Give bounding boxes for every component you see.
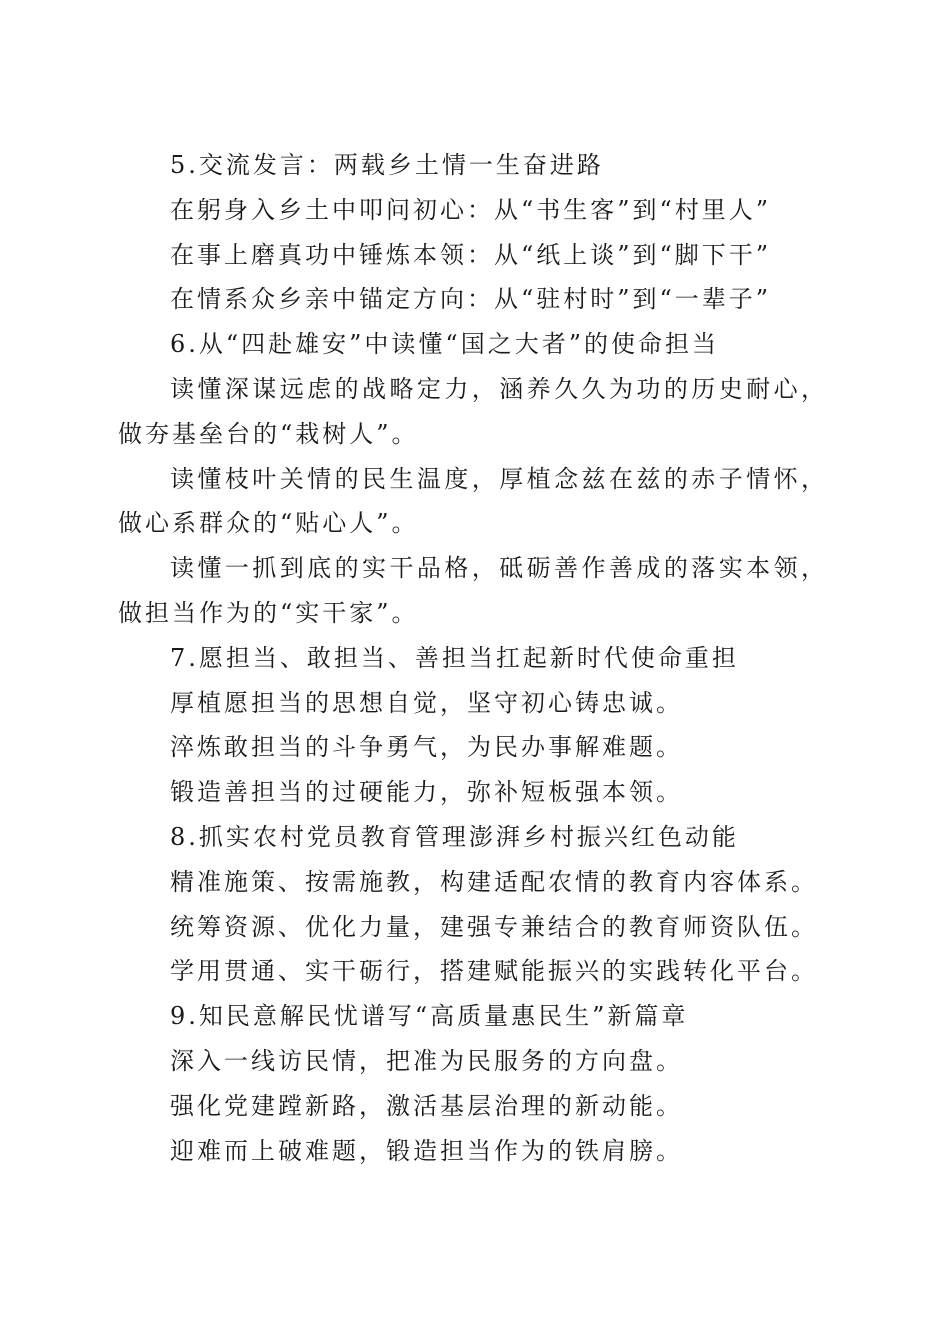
text-line: 在情系众乡亲中锚定方向：从“驻村时”到“一辈子” — [170, 285, 772, 314]
heading-7: 7.愿担当、敢担当、善担当扛起新时代使命重担 — [170, 643, 739, 672]
text-line: 淬炼敢担当的斗争勇气，为民办事解难题。 — [170, 733, 683, 762]
text-line: 深入一线访民情，把准为民服务的方向盘。 — [170, 1046, 683, 1075]
text-line: 精准施策、按需施教，构建适配农情的教育内容体系。 — [170, 867, 818, 896]
text-line: 在事上磨真功中锤炼本领：从“纸上谈”到“脚下干” — [170, 240, 772, 269]
heading-5: 5.交流发言：两载乡土情一生奋进路 — [170, 151, 604, 179]
paragraph: 读懂一抓到底的实干品格，砥砺善作善成的落实本领，做担当作为的“实干家”。 — [118, 554, 828, 627]
heading-8: 8.抓实农村党员教育管理澎湃乡村振兴红色动能 — [170, 822, 739, 851]
document-body — [118, 143, 828, 1173]
text-line: 厚植愿担当的思想自觉，坚守初心铸忠诚。 — [170, 688, 683, 717]
text-line: 在躬身入乡土中叩问初心：从“书生客”到“村里人” — [170, 195, 772, 224]
text-line: 迎难而上破难题，锻造担当作为的铁肩膀。 — [170, 1136, 683, 1165]
text-line: 强化党建蹚新路，激活基层治理的新动能。 — [170, 1091, 683, 1120]
heading-9: 9.知民意解民忧谱写“高质量惠民生”新篇章 — [170, 1002, 689, 1031]
text-line: 统筹资源、优化力量，建强专兼结合的教育师资队伍。 — [170, 912, 818, 941]
heading-6: 6.从“四赴雄安”中读懂“国之大者”的使命担当 — [170, 330, 719, 359]
text-line: 锻造善担当的过硬能力，弥补短板强本领。 — [170, 778, 683, 807]
paragraph: 读懂枝叶关情的民生温度，厚植念兹在兹的赤子情怀，做心系群众的“贴心人”。 — [118, 464, 828, 538]
paragraph: 读懂深谋远虑的战略定力，涵养久久为功的历史耐心，做夯基垒台的“栽树人”。 — [118, 374, 828, 448]
text-line: 学用贯通、实干砺行，搭建赋能振兴的实践转化平台。 — [170, 957, 818, 986]
